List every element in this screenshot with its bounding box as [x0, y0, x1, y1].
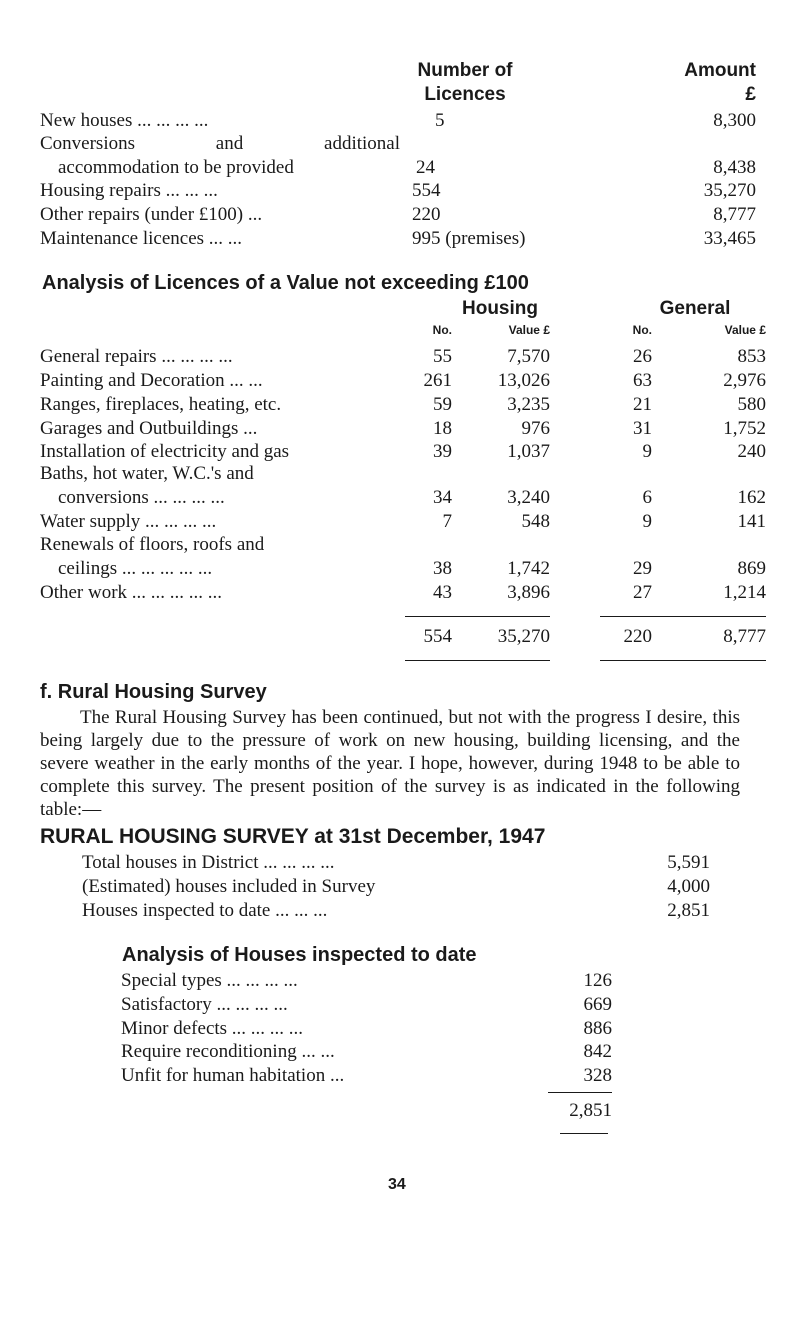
- licence-label: Other repairs (under £100) ...: [40, 204, 263, 225]
- housing-value: 548: [521, 511, 550, 532]
- sub-header-housing-value: Value £: [508, 323, 550, 337]
- general-no: 6: [642, 487, 652, 508]
- housing-value: 976: [521, 418, 550, 439]
- general-value-total: 8,777: [723, 626, 766, 647]
- housing-no: 34: [433, 487, 452, 508]
- housing-value: 3,896: [507, 582, 550, 603]
- housing-no: 43: [433, 582, 452, 603]
- general-value: 1,752: [723, 418, 766, 439]
- group-housing-header: Housing: [462, 298, 538, 319]
- housing-no: 55: [433, 346, 452, 367]
- col-amount-header-1: Amount: [684, 60, 756, 81]
- licence-number: 995 (premises): [412, 228, 526, 249]
- general-no: 9: [642, 441, 652, 462]
- inspected-value: 669: [583, 994, 612, 1015]
- licence-number: 24: [416, 157, 435, 178]
- general-value: 869: [737, 558, 766, 579]
- licence-label: accommodation to be provided: [58, 157, 294, 178]
- housing-no: 18: [433, 418, 452, 439]
- housing-no: 7: [442, 511, 452, 532]
- sub-header-general-no: No.: [632, 323, 652, 337]
- totals-rule-top-housing: [405, 616, 550, 617]
- page-number: 34: [388, 1176, 406, 1193]
- inspected-label: Minor defects ... ... ... ...: [121, 1018, 304, 1039]
- general-value: 853: [737, 346, 766, 367]
- analysis-label: Renewals of floors, roofs and: [40, 534, 265, 555]
- housing-value: 3,240: [507, 487, 550, 508]
- licence-number: 554: [412, 180, 441, 201]
- inspected-total: 2,851: [569, 1100, 612, 1121]
- sub-header-housing-no: No.: [432, 323, 452, 337]
- analysis-label: Garages and Outbuildings ...: [40, 418, 258, 439]
- inspected-value: 886: [583, 1018, 612, 1039]
- group-general-header: General: [659, 298, 731, 319]
- inspected-value: 126: [583, 970, 612, 991]
- inspected-rule-bottom: [560, 1133, 608, 1134]
- totals-rule-bottom-general: [600, 660, 766, 661]
- survey-title: RURAL HOUSING SURVEY at 31st December, 1947: [40, 825, 546, 848]
- analysis-label: Water supply ... ... ... ...: [40, 511, 217, 532]
- general-value: 141: [737, 511, 766, 532]
- general-value: 580: [737, 394, 766, 415]
- inspected-value: 328: [583, 1065, 612, 1086]
- housing-no: 59: [433, 394, 452, 415]
- housing-no: 39: [433, 441, 452, 462]
- section-f-heading: f. Rural Housing Survey: [40, 681, 267, 703]
- general-no: 26: [633, 346, 652, 367]
- survey-value: 5,591: [667, 852, 710, 873]
- licence-number: 5: [435, 110, 445, 131]
- licence-label: New houses ... ... ... ...: [40, 110, 209, 131]
- inspected-label: Satisfactory ... ... ... ...: [121, 994, 288, 1015]
- survey-value: 4,000: [667, 876, 710, 897]
- licence-amount: 33,465: [703, 228, 756, 249]
- analysis-label: Painting and Decoration ... ...: [40, 370, 263, 391]
- housing-value: 13,026: [497, 370, 550, 391]
- general-value: 2,976: [723, 370, 766, 391]
- survey-value: 2,851: [667, 900, 710, 921]
- general-no: 27: [633, 582, 652, 603]
- general-value: 1,214: [723, 582, 766, 603]
- analysis-label: ceilings ... ... ... ... ...: [58, 558, 213, 579]
- col-number-header-2: Licences: [424, 84, 506, 105]
- general-no: 21: [633, 394, 652, 415]
- housing-value-total: 35,270: [497, 626, 550, 647]
- housing-no: 261: [423, 370, 452, 391]
- general-no: 29: [633, 558, 652, 579]
- section-f-text: The Rural Housing Survey has been continued, but not with the progress I desire, this being largely due to the pressure of work on new housing, building licensing, and the severe weather in the early months of the year. I hope, however, during 1948 to be able to complete this survey. The present position of the survey is as indicated in the following table:—: [40, 707, 740, 820]
- analysis-label: Other work ... ... ... ... ...: [40, 582, 223, 603]
- licence-amount: 35,270: [703, 180, 756, 201]
- col-number-header-1: Number of: [417, 60, 513, 81]
- survey-label: Total houses in District ... ... ... ...: [82, 852, 335, 873]
- general-value: 240: [737, 441, 766, 462]
- general-no-total: 220: [623, 626, 652, 647]
- licence-amount: 8,300: [713, 110, 756, 131]
- totals-rule-bottom-housing: [405, 660, 550, 661]
- totals-rule-top-general: [600, 616, 766, 617]
- inspected-rule-top: [548, 1092, 612, 1093]
- housing-no-total: 554: [423, 626, 452, 647]
- licence-amount: 8,438: [713, 157, 756, 178]
- inspected-label: Special types ... ... ... ...: [121, 970, 298, 991]
- sub-header-general-value: Value £: [724, 323, 766, 337]
- inspected-label: Unfit for human habitation ...: [121, 1065, 345, 1086]
- analysis-label: conversions ... ... ... ...: [58, 487, 225, 508]
- housing-value: 1,037: [507, 441, 550, 462]
- analysis-label: Ranges, fireplaces, heating, etc.: [40, 394, 282, 415]
- survey-label: Houses inspected to date ... ... ...: [82, 900, 328, 921]
- analysis-label: Baths, hot water, W.C.'s and: [40, 463, 254, 484]
- general-no: 63: [633, 370, 652, 391]
- section-f-paragraph: [40, 706, 740, 821]
- inspected-title: Analysis of Houses inspected to date: [122, 944, 477, 966]
- licence-label: Conversions and additional: [40, 133, 400, 154]
- general-no: 9: [642, 511, 652, 532]
- licence-amount: 8,777: [713, 204, 756, 225]
- survey-label: (Estimated) houses included in Survey: [82, 876, 376, 897]
- housing-value: 1,742: [507, 558, 550, 579]
- analysis-label: General repairs ... ... ... ...: [40, 346, 233, 367]
- housing-no: 38: [433, 558, 452, 579]
- analysis-label: Installation of electricity and gas: [40, 441, 290, 462]
- inspected-value: 842: [583, 1041, 612, 1062]
- licence-number: 220: [412, 204, 441, 225]
- licence-label: Maintenance licences ... ...: [40, 228, 243, 249]
- housing-value: 7,570: [507, 346, 550, 367]
- col-amount-header-2: £: [745, 84, 756, 105]
- general-value: 162: [737, 487, 766, 508]
- inspected-label: Require reconditioning ... ...: [121, 1041, 335, 1062]
- housing-value: 3,235: [507, 394, 550, 415]
- licence-label: Housing repairs ... ... ...: [40, 180, 218, 201]
- analysis-title: Analysis of Licences of a Value not exceeding £100: [42, 272, 529, 294]
- general-no: 31: [633, 418, 652, 439]
